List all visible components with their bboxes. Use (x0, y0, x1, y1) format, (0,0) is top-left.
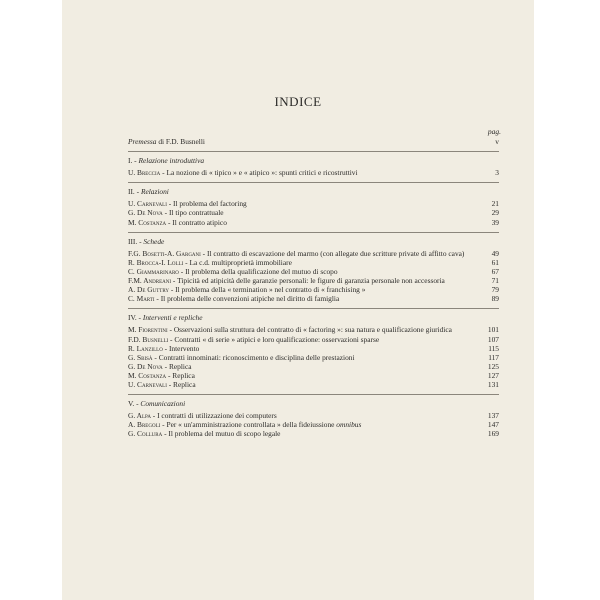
section-numeral: I. - (128, 156, 139, 166)
section-divider (128, 182, 499, 183)
entry-author: C. Giammarinaro (128, 266, 179, 276)
page-column-label: pag. (487, 127, 501, 136)
toc-entry (128, 276, 499, 285)
entry-title: - Intervento (162, 343, 200, 353)
section-heading (128, 156, 499, 165)
section-numeral: IV. - (128, 313, 143, 323)
toc-entry (128, 258, 499, 267)
section-title: Relazioni (140, 187, 169, 197)
toc-entry (128, 249, 499, 258)
entry-title: - Il tipo contrattuale (162, 208, 224, 218)
entry-title: - Il contratto atipico (166, 217, 227, 227)
section-divider (128, 308, 499, 309)
toc-page-number: 127 (487, 370, 499, 380)
toc-entry (128, 218, 499, 227)
entry-title: - Per « un'amministrazione controllata » della fideiussione (160, 420, 337, 430)
toc-page-number: 147 (487, 420, 499, 430)
entry-author: M. Costanza (128, 370, 167, 380)
toc-entry (128, 411, 499, 420)
entry-title: - Contratti innominati: riconoscimento e disciplina delle prestazioni (152, 352, 355, 362)
toc-page-number: 39 (491, 217, 499, 227)
section-heading (128, 187, 499, 196)
entry-title: - La c.d. multiproprietà immobiliare (183, 257, 292, 267)
entry-title: - Contratti « di serie » atipici e loro qualificazione: osservazioni sparse (168, 334, 380, 344)
section-divider (128, 232, 499, 233)
entry-author: G. De Nova (128, 208, 163, 218)
toc-entry (128, 285, 499, 294)
entry-author: F.D. Busnelli (128, 334, 169, 344)
entry-title: - Il problema delle convenzioni atipiche nel diritto di famiglia (154, 294, 340, 304)
section-numeral: V. - (128, 399, 141, 409)
entry-title: - I contratti di utilizzazione dei computers (150, 411, 277, 421)
section-divider (128, 394, 499, 395)
toc-entry (128, 335, 499, 344)
entry-author: U. Carnevali (128, 199, 167, 209)
entry-title: - Osservazioni sulla struttura del contratto di « factoring »: sua natura e qualificazione giuridica (167, 325, 452, 335)
toc-entry (128, 371, 499, 380)
toc-page-number: 67 (491, 266, 499, 276)
entry-title: - Replica (166, 379, 196, 389)
entry-author: G. Alpa (128, 411, 151, 421)
entry-title: - Tipicità ed atipicità delle garanzie personali: le figure di garanzia personale non accessoria (171, 276, 445, 286)
toc-page-number: 49 (491, 248, 499, 258)
section-title: Interventi e repliche (142, 313, 203, 323)
section-title: Schede (143, 236, 165, 246)
entry-title: - Replica (166, 370, 195, 380)
toc-entry (128, 362, 499, 371)
toc-page-number: 125 (487, 361, 499, 371)
entry-author: U. Breccia (128, 168, 161, 178)
entry-author: A. Bregoli (128, 420, 161, 430)
toc-page-number: 29 (491, 208, 499, 218)
entry-author: U. Carnevali (128, 379, 167, 389)
table-of-contents (128, 137, 499, 438)
section-heading (128, 313, 499, 322)
toc-entry (128, 344, 499, 353)
toc-entry (128, 325, 499, 334)
entry-author: R. Lanzillo (128, 343, 163, 353)
entry-author: R. Brocca-I. Lolli (128, 257, 184, 267)
toc-page-number: 117 (488, 352, 499, 362)
toc-page-number: 169 (487, 429, 499, 439)
toc-sections (128, 151, 499, 438)
section-title: Comunicazioni (140, 399, 186, 409)
toc-page-number: 79 (491, 285, 499, 295)
entry-title: - Il problema della « termination » nel contratto di « franchising » (169, 285, 366, 295)
toc-entry (128, 208, 499, 217)
section-title: Relazione introduttiva (138, 156, 205, 166)
entry-author: A. De Guttry (128, 285, 169, 295)
entry-title: - Il problema della qualificazione del mutuo di scopo (178, 266, 338, 276)
section-heading (128, 399, 499, 408)
toc-entry (128, 353, 499, 362)
entry-author: M. Costanza (128, 217, 167, 227)
entry-author: C. Marti (128, 294, 155, 304)
toc-page-number: 131 (487, 379, 499, 389)
premessa-label: Premessa (128, 137, 157, 146)
book-page (62, 0, 534, 600)
toc-page-number: 61 (491, 257, 499, 267)
section-numeral: II. - (128, 187, 141, 197)
entry-author: G. Collura (128, 429, 163, 439)
toc-entry-premessa (128, 137, 499, 146)
entry-author: G. De Nova (128, 361, 163, 371)
toc-page-number: 137 (487, 411, 499, 421)
toc-page-number: 71 (491, 276, 499, 286)
section-heading (128, 237, 499, 246)
section-numeral: III. - (128, 236, 144, 246)
page-title: INDICE (274, 94, 322, 109)
toc-page-number: 101 (487, 325, 499, 335)
toc-entry (128, 199, 499, 208)
toc-page-number: 115 (488, 343, 499, 353)
toc-entry (128, 420, 499, 429)
premessa-author: di F.D. Busnelli (156, 137, 205, 146)
entry-title: - Il problema del factoring (166, 199, 247, 209)
toc-page-number: 21 (491, 199, 499, 209)
entry-title: - Replica (162, 361, 192, 371)
toc-page-number: 89 (491, 294, 499, 304)
section-divider (128, 151, 499, 152)
toc-page-number: 3 (495, 168, 499, 178)
toc-entry (128, 294, 499, 303)
entry-title: - Il problema del mutuo di scopo legale (162, 429, 281, 439)
toc-entry (128, 380, 499, 389)
toc-page-number: 107 (487, 334, 499, 344)
entry-title: - Il contratto di escavazione del marmo (con allegate due scritture private di affitto cava) (200, 248, 465, 258)
toc-entry (128, 429, 499, 438)
toc-entry (128, 267, 499, 276)
entry-author: F.G. Bosetti-A. Gargani (128, 248, 201, 258)
entry-title: - La nozione di « tipico » e « atipico »: spunti critici e ricostruttivi (160, 168, 358, 178)
entry-title-italic: omnibus (336, 420, 362, 430)
toc-entry (128, 168, 499, 177)
entry-author: M. Fiorentini (128, 325, 168, 335)
entry-author: F.M. Andreani (128, 276, 172, 286)
toc-page-number: v (495, 137, 499, 146)
entry-author: G. Sbisà (128, 352, 153, 362)
